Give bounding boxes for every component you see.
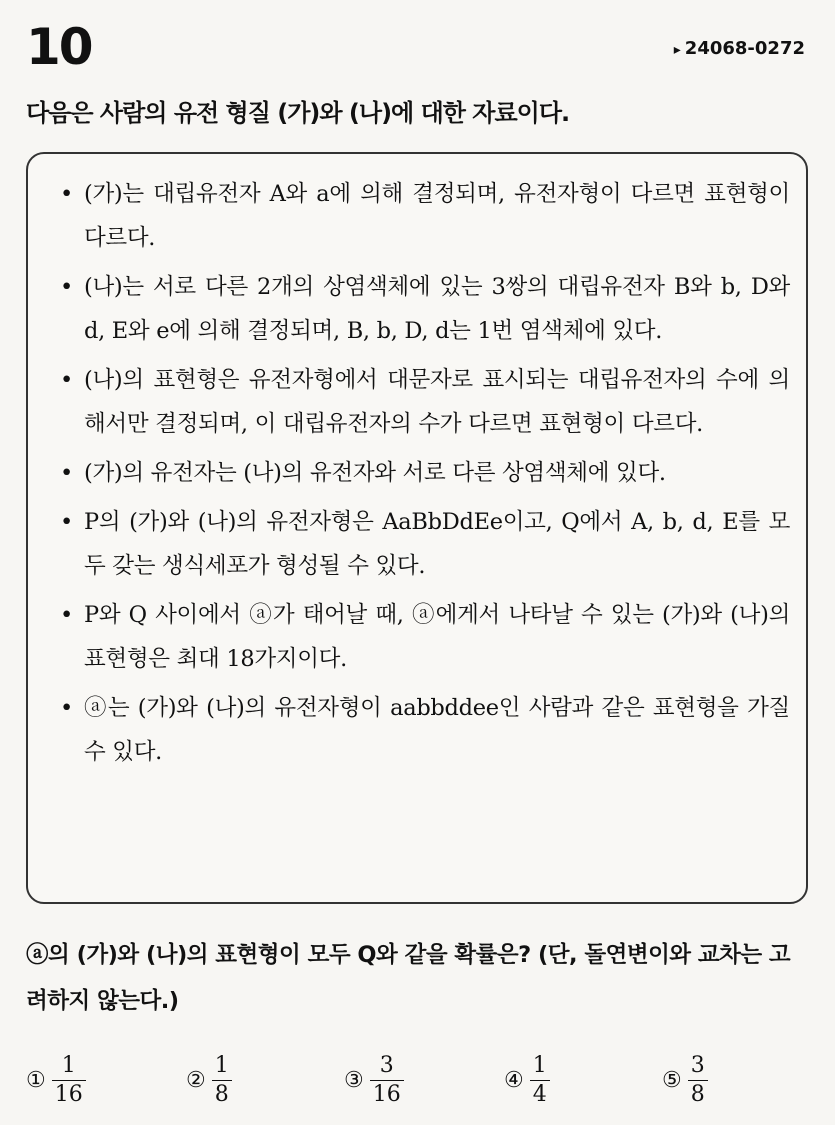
choice-3[interactable]	[344, 1052, 404, 1109]
data-list	[56, 172, 790, 779]
numerator: 1	[532, 1053, 547, 1078]
choice-4[interactable]	[504, 1052, 550, 1109]
numerator: 3	[690, 1053, 705, 1078]
choice-label: ③	[344, 1068, 364, 1093]
list-item-text: (가)는 대립유전자 A와 a에 의해 결정되며, 유전자형이 다르면 표현형이 다르다.	[84, 181, 790, 251]
bullet-icon: •	[60, 181, 73, 207]
data-box	[26, 152, 808, 904]
bullet-icon: •	[60, 602, 73, 628]
bullet-icon: •	[60, 274, 73, 300]
list-item	[56, 451, 790, 495]
numerator: 1	[61, 1053, 76, 1078]
fraction	[52, 1052, 86, 1109]
question-text: ⓐ의 (가)와 (나)의 표현형이 모두 Q와 같을 확률은? (단, 돌연변이와 교차는 고려하지 않는다.)	[26, 942, 791, 1014]
fraction	[212, 1052, 232, 1109]
list-item-text: ⓐ는 (가)와 (나)의 유전자형이 aabbddee인 사람과 같은 표현형을 가질 수 있다.	[84, 695, 790, 765]
list-item	[56, 686, 790, 774]
choice-label: ①	[26, 1068, 46, 1093]
choice-label: ⑤	[662, 1068, 682, 1093]
choice-5[interactable]	[662, 1052, 708, 1109]
fraction	[530, 1052, 550, 1109]
problem-title: 다음은 사람의 유전 형질 (가)와 (나)에 대한 자료이다.	[26, 99, 570, 127]
triangle-marker-icon: ▸	[673, 42, 681, 58]
question-number: 10	[26, 18, 92, 76]
bullet-icon: •	[60, 460, 73, 486]
choice-2[interactable]	[186, 1052, 232, 1109]
numerator: 3	[379, 1053, 394, 1078]
list-item-text: (가)의 유전자는 (나)의 유전자와 서로 다른 상염색체에 있다.	[84, 460, 666, 486]
choice-label: ④	[504, 1068, 524, 1093]
choice-label: ②	[186, 1068, 206, 1093]
denominator: 16	[372, 1082, 401, 1107]
choice-1[interactable]	[26, 1052, 86, 1109]
list-item	[56, 172, 790, 260]
fraction	[688, 1052, 708, 1109]
list-item	[56, 593, 790, 681]
denominator: 8	[214, 1082, 229, 1107]
list-item	[56, 358, 790, 446]
bullet-icon: •	[60, 509, 73, 535]
list-item-text: (나)는 서로 다른 2개의 상염색체에 있는 3쌍의 대립유전자 B와 b, D와 d, E와 e에 의해 결정되며, B, b, D, d는 1번 염색체에 있다.	[84, 274, 790, 344]
numerator: 1	[214, 1053, 229, 1078]
denominator: 16	[54, 1082, 83, 1107]
list-item	[56, 500, 790, 588]
fraction	[370, 1052, 404, 1109]
list-item	[56, 265, 790, 353]
list-item-text: P와 Q 사이에서 ⓐ가 태어날 때, ⓐ에게서 나타날 수 있는 (가)와 (나)의 표현형은 최대 18가지이다.	[84, 602, 790, 672]
answer-choices	[26, 1052, 816, 1120]
question-code-text: 24068-0272	[684, 38, 805, 59]
denominator: 8	[690, 1082, 705, 1107]
denominator: 4	[532, 1082, 547, 1107]
list-item-text: P의 (가)와 (나)의 유전자형은 AaBbDdEe이고, Q에서 A, b, d, E를 모두 갖는 생식세포가 형성될 수 있다.	[84, 509, 790, 579]
question-code	[674, 38, 805, 59]
list-item-text: (나)의 표현형은 유전자형에서 대문자로 표시되는 대립유전자의 수에 의해서만 결정되며, 이 대립유전자의 수가 다르면 표현형이 다르다.	[84, 367, 790, 437]
bullet-icon: •	[60, 695, 73, 721]
bullet-icon: •	[60, 367, 73, 393]
